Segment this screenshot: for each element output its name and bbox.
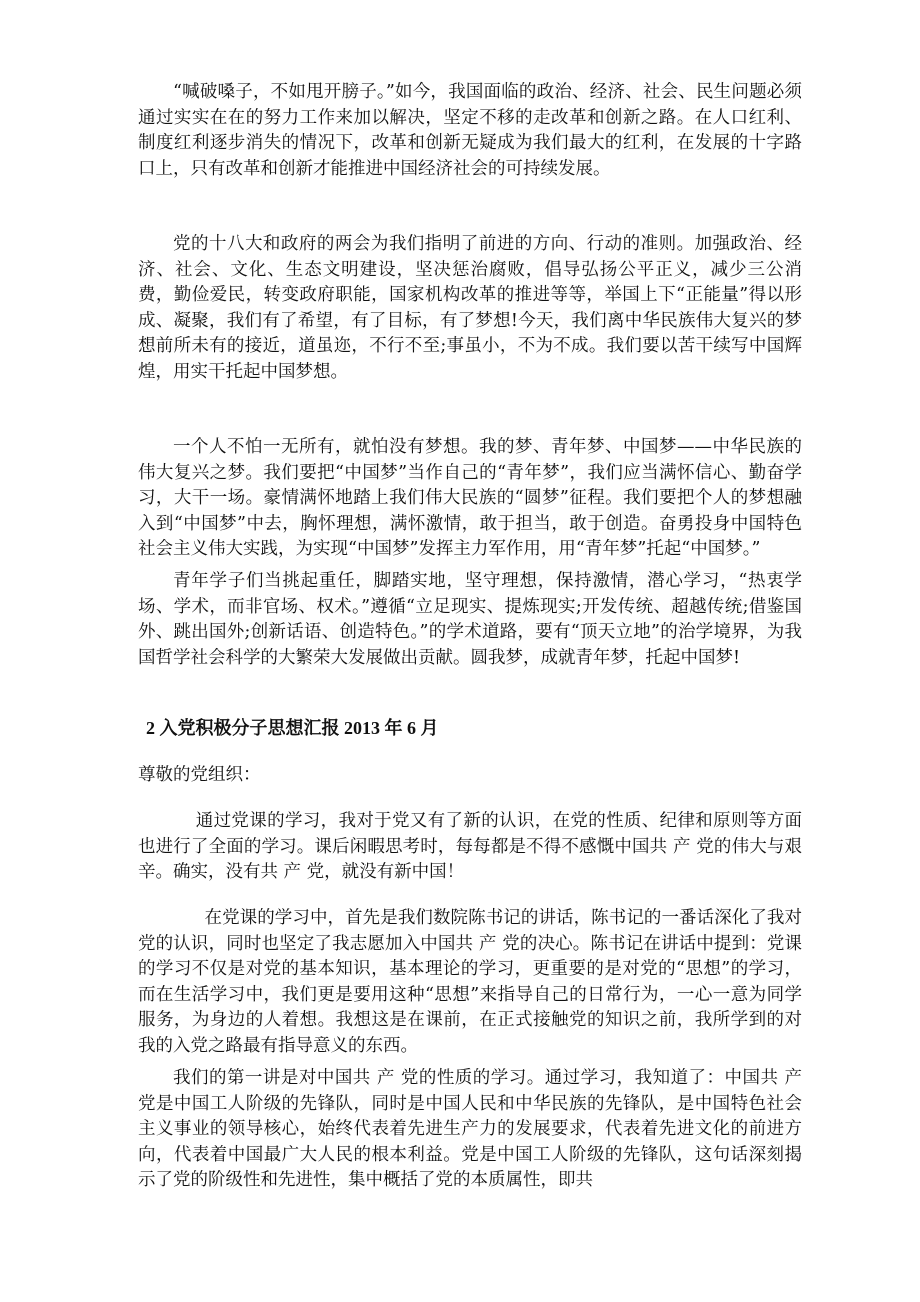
salutation: 尊敬的党组织： bbox=[138, 765, 261, 785]
paragraph-young-scholars: 青年学子们当挑起重任，脚踏实地，坚守理想，保持激情，潜心学习，“热衷学场、学术，而非官场、权术。”遵循“立足现实、提炼现实;开发传统、超越传统;借鉴国外、跳出国外;创新话语、创造特色。”的学术道路，要有“顶天立地”的治学境界，为我国哲学社会科学的大繁荣大发展做出贡献。圆我梦，成就青年梦，托起中国梦! bbox=[138, 571, 802, 668]
section-heading: 2 入党积极分子思想汇报 2013 年 6 月 bbox=[146, 718, 439, 738]
paragraph-party-nature: 我们的第一讲是对中国共 产 党的性质的学习。通过学习，我知道了：中国共 产党是中国工人阶级的先锋队，同时是中国人民和中华民族的先锋队，是中国特色社会主义事业的领导核心，始终代表着先进生产力的发展要求，代表着先进文化的前进方向，代表着中国最广大人民的根本利益。党是中国工人阶级的先锋队，这句话深刻揭示了党的阶级性和先进性，集中概括了党的本质属性，即共 bbox=[138, 1068, 802, 1190]
paragraph-party-class: 通过党课的学习，我对于党又有了新的认识，在党的性质、纪律和原则等方面也进行了全面的学习。课后闲暇思考时，每每都是不得不感慨中国共 产 党的伟大与艰辛。确实，没有共 产 党，就没有新中国！ bbox=[138, 811, 802, 882]
paragraph-eighteenth-congress: 党的十八大和政府的两会为我们指明了前进的方向、行动的准则。加强政治、经济、社会、文化、生态文明建设，坚决惩治腐败，倡导弘扬公平正义，减少三公消费，勤俭爱民，转变政府职能，国家机构改革的推进等等，举国上下“正能量”得以形成、凝聚，我们有了希望，有了目标，有了梦想!今天，我们离中华民族伟大复兴的梦想前所未有的接近，道虽迩，不行不至;事虽小，不为不成。我们要以苦干续写中国辉煌，用实干托起中国梦想。 bbox=[138, 234, 802, 382]
paragraph-secretary-speech: 在党课的学习中，首先是我们数院陈书记的讲话，陈书记的一番话深化了我对党的认识，同时也坚定了我志愿加入中国共 产 党的决心。陈书记在讲话中提到：党课的学习不仅是对党的基本知识，基本理论的学习，更重要的是对党的“思想”的学习，而在生活学习中，我们更是要用这种“思想”来指导自己的日常行为，一心一意为同学服务，为身边的人着想。我想这是在课前，在正式接触党的知识之前，我所学到的对我的入党之路最有指导意义的东西。 bbox=[138, 908, 802, 1056]
paragraph-chinese-dream: 一个人不怕一无所有，就怕没有梦想。我的梦、青年梦、中国梦——中华民族的伟大复兴之梦。我们要把“中国梦”当作自己的“青年梦”，我们应当满怀信心、勤奋学习，大干一场。豪情满怀地踏上我们伟大民族的“圆梦”征程。我们要把个人的梦想融入到“中国梦”中去，胸怀理想，满怀激情，敢于担当，敢于创造。奋勇投身中国特色社会主义伟大实践，为实现“中国梦”发挥主力军作用，用“青年梦”托起“中国梦。” bbox=[138, 437, 802, 559]
paragraph-reform: “喊破嗓子，不如甩开膀子。”如今，我国面临的政治、经济、社会、民生问题必须通过实实在在的努力工作来加以解决，坚定不移的走改革和创新之路。在人口红利、制度红利逐步消失的情况下，改革和创新无疑成为我们最大的红利，在发展的十字路口上，只有改革和创新才能推进中国经济社会的可持续发展。 bbox=[138, 82, 802, 179]
